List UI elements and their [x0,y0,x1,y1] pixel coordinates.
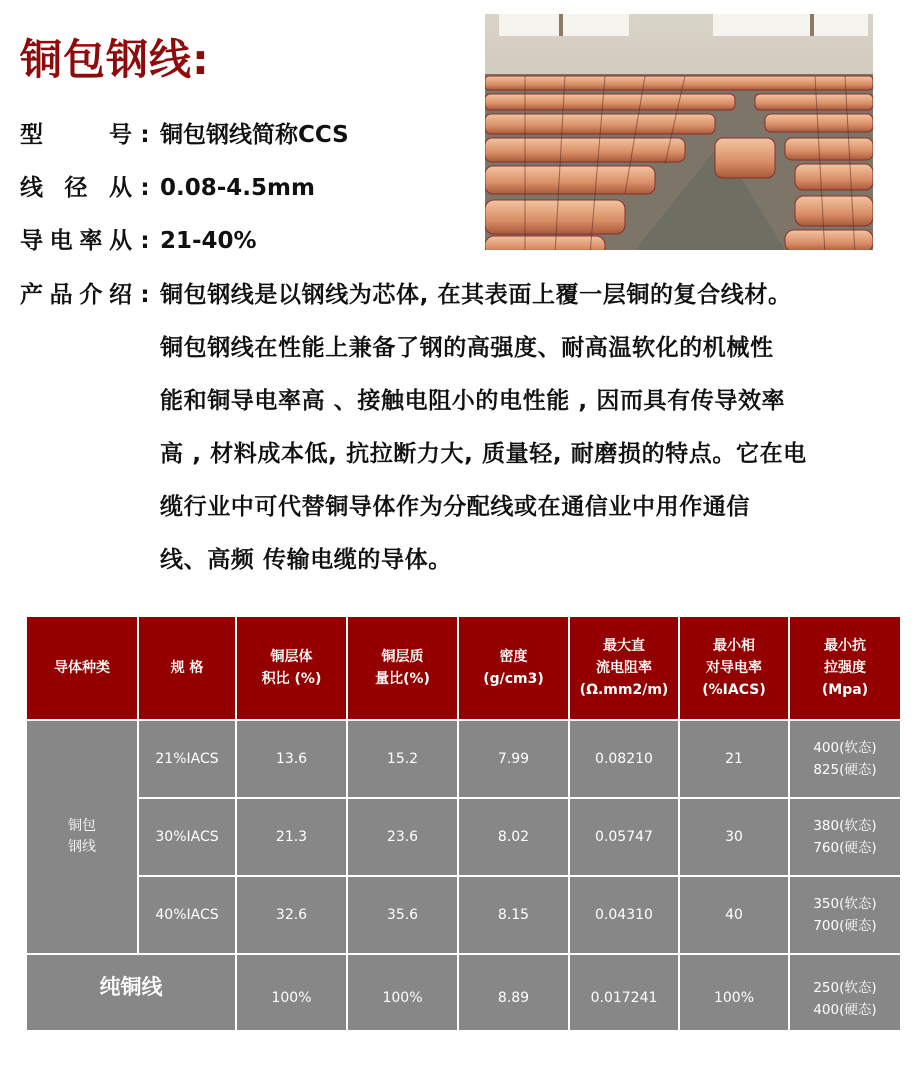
cell-volume-ratio: 21.3 [237,799,346,875]
cell-spec: 21%IACS [139,721,235,797]
header-spec: 规 格 [139,617,235,719]
intro-heading: 产 品 介 绍 : [20,282,150,308]
cell-resistivity: 0.08210 [570,721,678,797]
cell-mass-ratio: 100% [348,955,457,1030]
intro-paragraph-line: 铜包钢线是以钢线为芯体, 在其表面上覆一层铜的复合线材。 [160,282,792,308]
header-density: 密度 (g/cm3) [459,617,568,719]
spec-table [27,617,900,1030]
cell-spec: 30%IACS [139,799,235,875]
cell-resistivity: 0.04310 [570,877,678,953]
cell-conductivity: 30 [680,799,788,875]
cell-tensile-strength: 380(软态) 760(硬态) [790,799,900,875]
cell-tensile-strength: 350(软态) 700(硬态) [790,877,900,953]
cell-volume-ratio: 100% [237,955,346,1030]
header-mass-ratio: 铜层质 量比(%) [348,617,457,719]
cell-density: 8.02 [459,799,568,875]
cell-conductivity: 21 [680,721,788,797]
cell-volume-ratio: 13.6 [237,721,346,797]
cell-conductivity: 100% [680,955,788,1030]
spec-value: 0.08-4.5mm [160,175,315,201]
header-volume-ratio: 铜层体 积比 (%) [237,617,346,719]
spec-label: 型 号 [20,122,132,148]
spec-diameter: 线 径 从 : 0.08-4.5mm [20,175,315,201]
pure-copper-label: 纯铜线 [27,955,235,1030]
header-resistivity: 最大直 流电阻率 (Ω.mm2/m) [570,617,678,719]
product-photo [485,14,873,250]
cell-spec: 40%IACS [139,877,235,953]
header-tensile-strength: 最小抗 拉强度 (Mpa) [790,617,900,719]
intro-paragraph-line: 线、高频 传输电缆的导体。 [160,547,452,573]
spec-value: 21-40% [160,228,257,254]
cell-density: 8.15 [459,877,568,953]
cell-conductivity: 40 [680,877,788,953]
header-conductivity: 最小相 对导电率 (%IACS) [680,617,788,719]
spec-label: 线 径 从 [20,175,132,201]
intro-paragraph-line: 铜包钢线在性能上兼备了钢的高强度、耐高温软化的机械性 [160,335,774,361]
cell-resistivity: 0.017241 [570,955,678,1030]
page-title: 铜包钢线: [20,35,210,84]
cell-volume-ratio: 32.6 [237,877,346,953]
spec-value: 铜包钢线简称CCS [160,122,349,148]
cell-density: 7.99 [459,721,568,797]
intro-paragraph-line: 高 , 材料成本低, 抗拉断力大, 质量轻, 耐磨损的特点。它在电 [160,441,807,467]
intro-paragraph-line: 能和铜导电率高 、接触电阻小的电性能 , 因而具有传导效率 [160,388,786,414]
spec-conductivity: 导 电 率 从 : 21-40% [20,228,257,254]
wire-spools-image [485,14,873,250]
cell-tensile-strength: 250(软态) 400(硬态) [790,955,900,1030]
cell-mass-ratio: 35.6 [348,877,457,953]
cell-mass-ratio: 23.6 [348,799,457,875]
intro-paragraph-line: 缆行业中可代替铜导体作为分配线或在通信业中用作通信 [160,494,750,520]
cell-density: 8.89 [459,955,568,1030]
cell-resistivity: 0.05747 [570,799,678,875]
header-conductor-type: 导体种类 [27,617,137,719]
cell-mass-ratio: 15.2 [348,721,457,797]
spec-label: 导 电 率 从 [20,228,132,254]
cell-tensile-strength: 400(软态) 825(硬态) [790,721,900,797]
intro-label: 产 品 介 绍 [20,282,132,308]
spec-model: 型 号 : 铜包钢线简称CCS [20,122,349,148]
group-label-ccs: 铜包 钢线 [27,721,137,953]
